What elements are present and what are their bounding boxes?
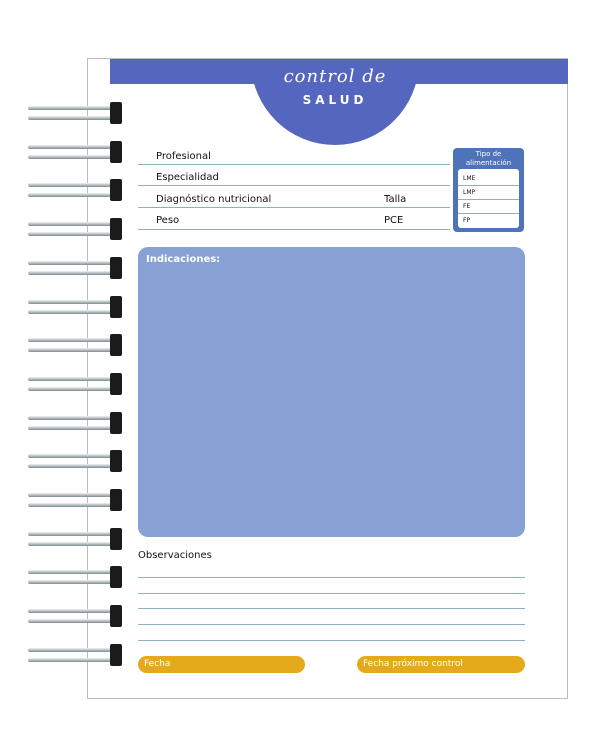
spiral-ring (28, 450, 122, 472)
spiral-wire (28, 155, 112, 159)
page-title: control de (283, 66, 387, 87)
spiral-wire (28, 183, 112, 187)
tipo-divider (458, 213, 519, 214)
field-diagnostico: Diagnóstico nutricional (156, 194, 272, 205)
spiral-clip (110, 141, 122, 163)
spiral-wire (28, 570, 112, 574)
spiral-ring (28, 296, 122, 318)
spiral-clip (110, 605, 122, 627)
spiral-wire (28, 116, 112, 120)
spiral-wire (28, 542, 112, 546)
spiral-clip (110, 412, 122, 434)
spiral-clip (110, 450, 122, 472)
spiral-wire (28, 454, 112, 458)
indicaciones-panel[interactable] (138, 247, 525, 537)
tipo-option-fp[interactable]: FP (463, 217, 471, 224)
spiral-ring (28, 489, 122, 511)
spiral-wire (28, 503, 112, 507)
spiral-wire (28, 648, 112, 652)
spiral-wire (28, 232, 112, 236)
spiral-wire (28, 348, 112, 352)
spiral-ring (28, 218, 122, 240)
spiral-wire (28, 493, 112, 497)
spiral-ring (28, 334, 122, 356)
field-pce: PCE (384, 215, 404, 226)
spiral-wire (28, 464, 112, 468)
spiral-wire (28, 580, 112, 584)
fecha-field[interactable]: Fecha (138, 656, 305, 673)
spiral-wire (28, 416, 112, 420)
tipo-divider (458, 199, 519, 200)
spiral-clip (110, 644, 122, 666)
spiral-ring (28, 528, 122, 550)
spiral-wire (28, 271, 112, 275)
spiral-clip (110, 296, 122, 318)
spiral-wire (28, 387, 112, 391)
spiral-clip (110, 102, 122, 124)
line-especialidad[interactable] (138, 185, 450, 186)
tipo-option-lme[interactable]: LME (463, 175, 476, 182)
field-especialidad: Especialidad (156, 172, 219, 183)
spiral-ring (28, 373, 122, 395)
spiral-ring (28, 102, 122, 124)
spiral-wire (28, 106, 112, 110)
spiral-wire (28, 310, 112, 314)
spiral-wire (28, 300, 112, 304)
spiral-ring (28, 566, 122, 588)
observaciones-line[interactable] (138, 608, 525, 609)
tipo-alimentacion-box (453, 148, 524, 232)
spiral-ring (28, 257, 122, 279)
spiral-wire (28, 145, 112, 149)
spiral-clip (110, 528, 122, 550)
spiral-ring (28, 141, 122, 163)
line-peso[interactable] (138, 229, 450, 230)
spiral-wire (28, 619, 112, 623)
spiral-ring (28, 179, 122, 201)
tipo-divider (458, 185, 519, 186)
indicaciones-label: Indicaciones: (146, 254, 221, 265)
spiral-clip (110, 334, 122, 356)
spiral-wire (28, 261, 112, 265)
spiral-clip (110, 179, 122, 201)
spiral-wire (28, 658, 112, 662)
spiral-ring (28, 412, 122, 434)
tipo-alimentacion-title: Tipo de alimentación (465, 150, 512, 167)
spiral-wire (28, 426, 112, 430)
field-peso: Peso (156, 215, 180, 226)
tipo-option-fe[interactable]: FE (463, 203, 471, 210)
spiral-clip (110, 373, 122, 395)
spiral-wire (28, 222, 112, 226)
line-diagnostico[interactable] (138, 207, 450, 208)
spiral-clip (110, 489, 122, 511)
observaciones-label: Observaciones (138, 550, 212, 561)
field-talla: Talla (384, 194, 407, 205)
observaciones-line[interactable] (138, 624, 525, 625)
spiral-clip (110, 218, 122, 240)
spiral-ring (28, 605, 122, 627)
page-subtitle: SALUD (302, 93, 368, 107)
observaciones-line[interactable] (138, 593, 525, 594)
spiral-wire (28, 532, 112, 536)
observaciones-line[interactable] (138, 577, 525, 578)
spiral-wire (28, 609, 112, 613)
line-profesional[interactable] (138, 164, 450, 165)
field-profesional: Profesional (156, 151, 211, 162)
spiral-clip (110, 257, 122, 279)
tipo-option-lmp[interactable]: LMP (463, 189, 476, 196)
spiral-wire (28, 193, 112, 197)
spiral-wire (28, 377, 112, 381)
spiral-clip (110, 566, 122, 588)
fecha-proximo-control-field[interactable]: Fecha próximo control (357, 656, 525, 673)
spiral-wire (28, 338, 112, 342)
observaciones-line[interactable] (138, 640, 525, 641)
spiral-ring (28, 644, 122, 666)
